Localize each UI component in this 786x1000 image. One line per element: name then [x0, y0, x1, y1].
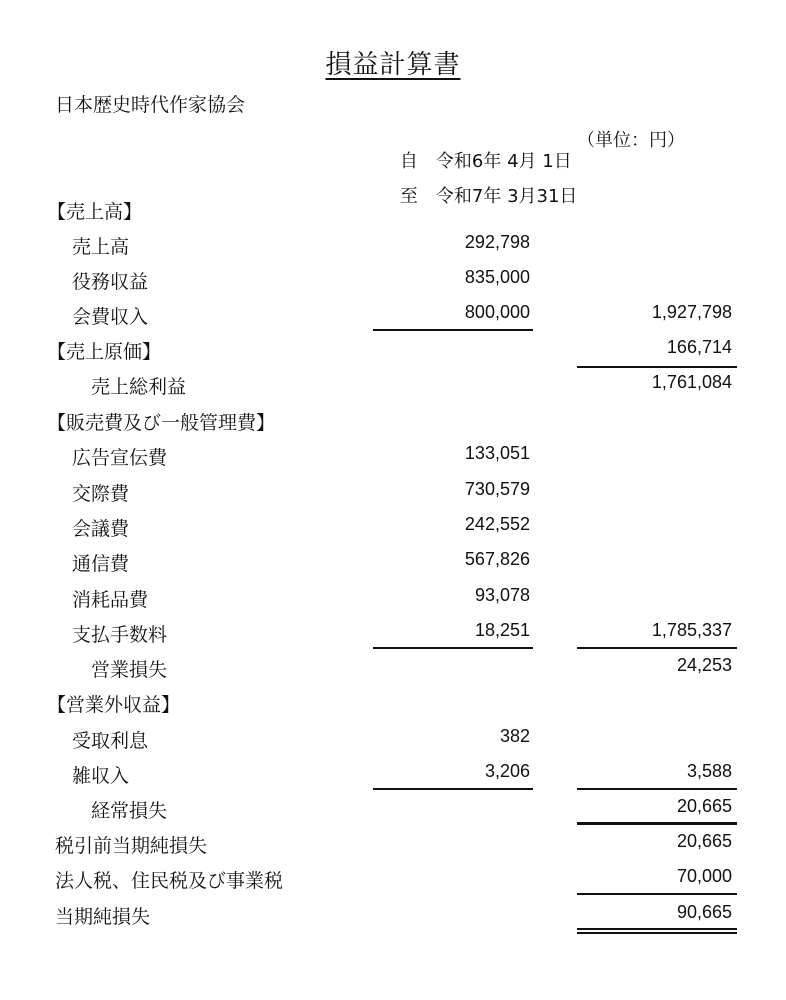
table-row: [0, 267, 786, 301]
section-header-sales: [0, 197, 786, 231]
table-row: [0, 232, 786, 266]
subtotal-rule: [373, 647, 533, 649]
table-row: [0, 585, 786, 619]
row-value: 730,579: [464, 479, 530, 499]
table-row: [0, 902, 786, 936]
row-label: 売上高: [72, 236, 130, 258]
period-to-date: 令和7年 3月31日: [435, 186, 578, 207]
row-value: 133,051: [464, 443, 530, 463]
subtotal-rule: [373, 788, 533, 790]
total-rule: [577, 788, 737, 790]
row-label: 【営業外収益】: [47, 694, 181, 716]
row-value: 382: [499, 726, 530, 746]
row-value: 567,826: [464, 549, 530, 569]
table-row: [0, 479, 786, 513]
table-row: [0, 514, 786, 548]
row-label: 広告宣伝費: [72, 447, 168, 469]
row-label: 受取利息: [72, 730, 149, 752]
row-label: 【売上高】: [47, 201, 143, 223]
row-value: 800,000: [464, 302, 530, 322]
row-total: 20,665: [676, 831, 732, 851]
row-label: 役務収益: [72, 271, 149, 293]
total-rule: [577, 893, 737, 895]
row-value: 93,078: [474, 585, 530, 605]
row-label: 法人税、住民税及び事業税: [55, 870, 284, 892]
row-label: 【販売費及び一般管理費】: [47, 412, 276, 434]
row-label: 消耗品費: [72, 589, 149, 611]
row-label: 会費収入: [72, 306, 149, 328]
row-label: 【売上原価】: [47, 341, 162, 363]
table-row: [0, 726, 786, 760]
row-total: 24,253: [676, 655, 732, 675]
row-total: 20,665: [676, 796, 732, 816]
period-to-label: 至: [399, 186, 418, 207]
table-row: [0, 831, 786, 865]
row-total: 3,588: [686, 761, 732, 781]
row-label: 営業損失: [91, 659, 168, 681]
row-value: 18,251: [474, 620, 530, 640]
unit-label: （単位：円）: [577, 130, 685, 151]
page-title: 損益計算書: [325, 50, 461, 80]
row-label: 売上総利益: [91, 376, 187, 398]
organization-name: 日本歴史時代作家協会: [55, 94, 246, 116]
row-label: 交際費: [72, 483, 130, 505]
row-label: 支払手数料: [72, 624, 168, 646]
row-total: 1,927,798: [651, 302, 732, 322]
row-value: 292,798: [464, 232, 530, 252]
row-value: 3,206: [484, 761, 530, 781]
period-from-date: 令和6年 4月 1日: [435, 151, 572, 172]
total-rule: [577, 647, 737, 649]
row-label: 雑収入: [72, 765, 130, 787]
section-header-sga: [0, 408, 786, 442]
subtotal-rule: [373, 329, 533, 331]
row-total: 70,000: [676, 866, 732, 886]
total-rule: [577, 366, 737, 368]
final-double-rule-bottom: [577, 932, 737, 934]
table-row: [0, 655, 786, 689]
table-row: [0, 372, 786, 406]
final-double-rule-top: [577, 928, 737, 930]
row-label: 税引前当期純損失: [55, 835, 208, 857]
section-header-non-operating: [0, 690, 786, 724]
row-total: 1,761,084: [651, 372, 732, 392]
row-total: 166,714: [666, 337, 732, 357]
row-label: 通信費: [72, 553, 130, 575]
row-total: 90,665: [676, 902, 732, 922]
total-rule: [577, 822, 737, 825]
row-label: 会議費: [72, 518, 130, 540]
row-value: 835,000: [464, 267, 530, 287]
table-row: [0, 549, 786, 583]
period-from-label: 自: [399, 151, 418, 172]
table-row: [0, 443, 786, 477]
row-value: 242,552: [464, 514, 530, 534]
row-total: 1,785,337: [651, 620, 732, 640]
row-label: 当期純損失: [55, 906, 151, 928]
row-label: 経常損失: [91, 800, 168, 822]
